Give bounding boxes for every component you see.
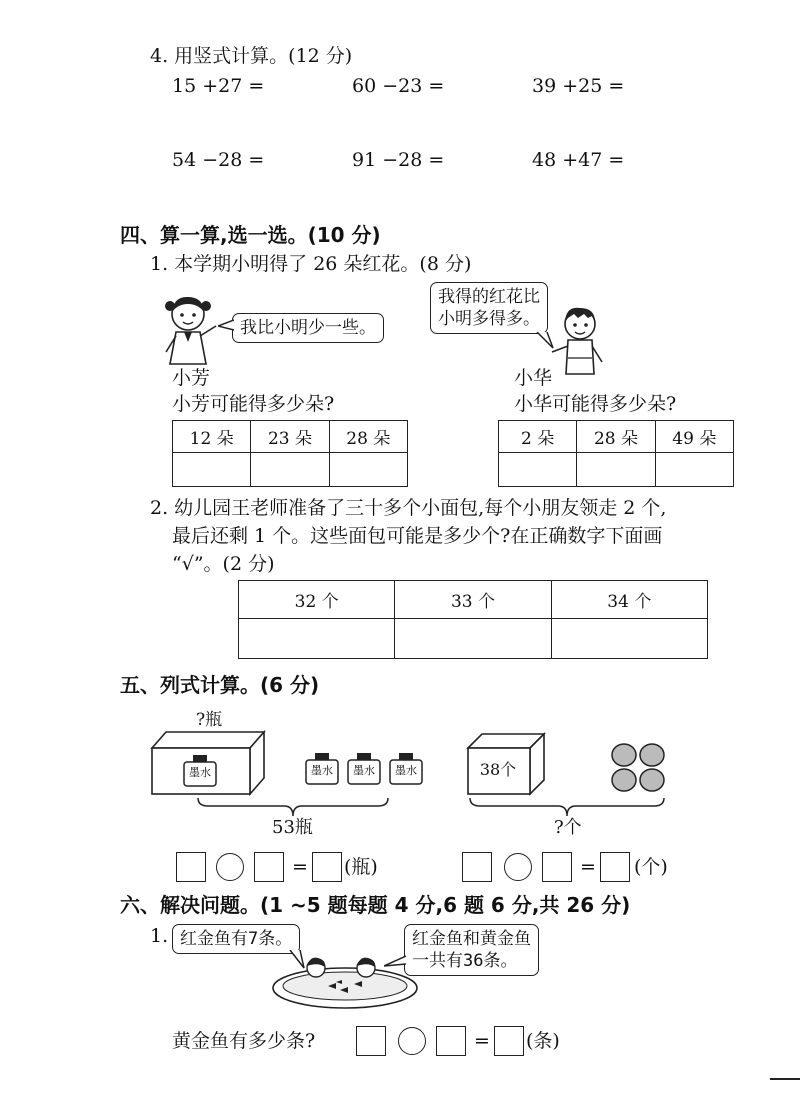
answer-box[interactable] (436, 1026, 466, 1056)
answer-cell[interactable] (251, 453, 329, 487)
name-xiaofang: 小芳 (172, 367, 211, 389)
answer-box[interactable] (494, 1026, 524, 1056)
bubble-text: 小明多得多。 (438, 309, 540, 329)
option-cell: 34 个 (551, 581, 707, 619)
ink-label: 墨水 (353, 764, 375, 777)
options-table-bread (238, 580, 708, 659)
s6-q1-number: 1. (150, 925, 169, 947)
total-right-label: ?个 (554, 817, 582, 838)
total-left-label: 53瓶 (272, 817, 313, 838)
s4-q2-line1: 2. 幼儿园王老师准备了三十多个小面包,每个小朋友领走 2 个, (150, 497, 667, 519)
name-xiaohua: 小华 (514, 367, 553, 389)
s6-q1-question: 黄金鱼有多少条? (172, 1030, 316, 1052)
equals-sign: = (474, 1030, 490, 1052)
operator-circle[interactable] (504, 853, 532, 881)
bubble-tail-icon (218, 318, 234, 332)
brace-icon (196, 796, 390, 818)
option-cell: 12 朵 (173, 421, 251, 453)
option-cell: 32 个 (239, 581, 395, 619)
option-cell: 23 朵 (251, 421, 329, 453)
q4-title: 4. 用竖式计算。(12 分) (150, 45, 353, 67)
box-top-label: ?瓶 (196, 710, 223, 730)
answer-box[interactable] (542, 852, 572, 882)
option-cell: 28 朵 (577, 421, 655, 453)
option-cell: 33 个 (395, 581, 551, 619)
answer-cell[interactable] (395, 619, 551, 659)
bubble-text: 红金鱼和黄金鱼 (412, 929, 531, 949)
calc-item: 15 +27 = (172, 75, 265, 97)
answer-cell[interactable] (551, 619, 707, 659)
bubble-text: 我比小明少一些。 (240, 318, 376, 338)
equals-sign: = (292, 856, 308, 878)
answer-cell[interactable] (329, 453, 407, 487)
brace-icon (468, 796, 668, 818)
answer-box[interactable] (600, 852, 630, 882)
option-cell: 28 朵 (329, 421, 407, 453)
ink-label: 墨水 (311, 764, 333, 777)
operator-circle[interactable] (398, 1027, 426, 1055)
calc-item: 60 −23 = (352, 75, 445, 97)
calc-item: 54 −28 = (172, 149, 265, 171)
unit-label: (瓶) (344, 856, 378, 878)
calc-item: 39 +25 = (532, 75, 625, 97)
operator-circle[interactable] (216, 853, 244, 881)
answer-cell[interactable] (173, 453, 251, 487)
calc-item: 48 +47 = (532, 149, 625, 171)
options-table-xiaofang (172, 420, 408, 487)
unit-label: (个) (634, 856, 668, 878)
section-5-header: 五、列式计算。(6 分) (120, 673, 320, 697)
answer-cell[interactable] (655, 453, 733, 487)
ink-label: 墨水 (395, 764, 417, 777)
answer-box[interactable] (176, 852, 206, 882)
answer-cell[interactable] (499, 453, 577, 487)
option-cell: 49 朵 (655, 421, 733, 453)
bubble-text: 红金鱼有7条。 (180, 929, 293, 949)
options-table-xiaohua (498, 420, 734, 487)
answer-box[interactable] (254, 852, 284, 882)
answer-cell[interactable] (577, 453, 655, 487)
speech-bubble-xiaohua (430, 282, 548, 334)
equals-sign: = (580, 856, 596, 878)
section-6-header: 六、解决问题。(1 ~5 题每题 4 分,6 题 6 分,共 26 分) (120, 893, 631, 917)
unit-label: (条) (526, 1030, 560, 1052)
answer-box[interactable] (312, 852, 342, 882)
speech-bubble-xiaofang (232, 313, 384, 343)
calc-item: 91 −28 = (352, 149, 445, 171)
four-items-illustration (608, 742, 670, 794)
bubble-text: 我得的红花比 (438, 287, 540, 307)
answer-box[interactable] (462, 852, 492, 882)
option-cell: 2 朵 (499, 421, 577, 453)
question-xiaohua: 小华可能得多少朵? (514, 393, 677, 415)
s4-q1-title: 1. 本学期小明得了 26 朵红花。(8 分) (150, 253, 472, 275)
speech-bubble-total-fish (404, 924, 539, 976)
answer-cell[interactable] (239, 619, 395, 659)
s4-q2-line2: 最后还剩 1 个。这些面包可能是多少个?在正确数字下面画 (172, 525, 663, 547)
page-edge-line (770, 1078, 800, 1080)
fish-pond-illustration (270, 950, 420, 1014)
girl-illustration (158, 292, 220, 372)
section-4-header: 四、算一算,选一选。(10 分) (120, 223, 381, 247)
answer-box[interactable] (356, 1026, 386, 1056)
s4-q2-line3: “√”。(2 分) (172, 553, 275, 575)
question-xiaofang: 小芳可能得多少朵? (172, 393, 335, 415)
ink-label: 墨水 (189, 766, 211, 779)
cube-label: 38个 (479, 760, 517, 779)
bubble-text: 一共有36条。 (412, 951, 518, 971)
boy-illustration (548, 300, 608, 380)
